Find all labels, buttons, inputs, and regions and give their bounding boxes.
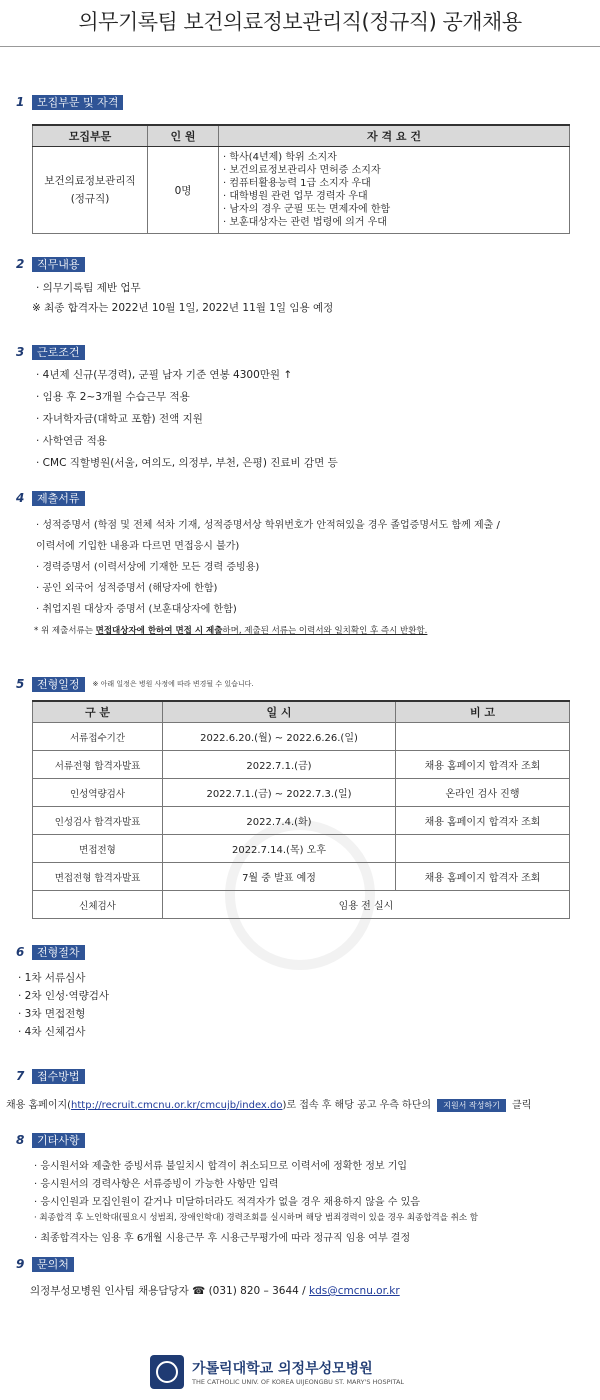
field-type: (정규직) — [70, 193, 110, 205]
contact-email-link[interactable]: kds@cmcnu.or.kr — [309, 1285, 400, 1297]
qualifications — [219, 147, 570, 234]
section-label: 전형절차 — [32, 945, 85, 960]
section-label: 전형일정 — [32, 677, 85, 692]
condition-item: · CMC 직할병원(서울, 여의도, 의정부, 부천, 은평) 진료비 감면 등 — [36, 457, 338, 469]
hospital-footer — [150, 1352, 450, 1392]
qualification-item: · 보건의료정보관리사 면허증 소지자 — [223, 165, 381, 176]
schedule-stage: 면접전형 합격자발표 — [33, 863, 163, 891]
schedule-stage: 신체검사 — [33, 891, 163, 919]
schedule-note — [396, 723, 570, 751]
table-header: 모집부문 — [33, 125, 148, 147]
qualification-item: · 남자의 경우 군필 또는 면제자에 한함 — [223, 204, 391, 215]
schedule-note: 온라인 검사 진행 — [396, 779, 570, 807]
section-number: 9 — [16, 1257, 25, 1271]
apply-text: 클릭 — [508, 1100, 532, 1111]
schedule-note: 채용 홈페이지 합격자 조회 — [396, 807, 570, 835]
table-header: 비 고 — [396, 701, 570, 723]
section-procedure-header — [16, 944, 85, 960]
table-header: 인 원 — [148, 125, 219, 147]
recruit-table — [32, 124, 570, 234]
note-bold-text: 면접대상자에 한하여 면접 시 제출 — [95, 626, 223, 636]
schedule-note: ※ 아래 일정은 병원 사정에 따라 변경될 수 있습니다. — [92, 680, 254, 688]
schedule-date: 2022.7.4.(화) — [163, 807, 396, 835]
section-schedule-header — [16, 676, 254, 692]
table-row — [33, 863, 570, 891]
section-recruit-header — [16, 94, 123, 110]
page-title: 의무기록팀 보건의료정보관리직(정규직) 공개채용 — [0, 0, 600, 47]
schedule-note — [396, 835, 570, 863]
misc-item: · 최종합격자는 임용 후 6개월 시용근무 후 시용근무평가에 따라 정규직 임용 여부 결정 — [34, 1233, 411, 1244]
schedule-date: 2022.6.20.(월) ~ 2022.6.26.(일) — [163, 723, 396, 751]
section-misc-header — [16, 1132, 85, 1148]
schedule-date: 7월 중 발표 예정 — [163, 863, 396, 891]
misc-item: · 응시원서의 경력사항은 서류증빙이 가능한 사항만 입력 — [34, 1179, 279, 1190]
schedule-stage: 면접전형 — [33, 835, 163, 863]
schedule-stage: 인성역량검사 — [33, 779, 163, 807]
apply-instructions — [6, 1096, 531, 1112]
schedule-note: 채용 홈페이지 합격자 조회 — [396, 863, 570, 891]
schedule-stage: 서류전형 합격자발표 — [33, 751, 163, 779]
apply-text: 채용 홈페이지( — [6, 1100, 72, 1111]
section-label: 모집부문 및 자격 — [32, 95, 123, 110]
section-label: 근로조건 — [32, 345, 85, 360]
document-item: · 경력증명서 (이력서상에 기재한 모든 경력 증빙용) — [36, 562, 260, 573]
section-documents-header — [16, 490, 85, 506]
section-duties-header — [16, 256, 85, 272]
section-number: 4 — [16, 491, 25, 505]
section-number: 5 — [16, 677, 25, 691]
section-label: 직무내용 — [32, 257, 85, 272]
misc-item: · 응시인원과 모집인원이 같거나 미달하더라도 적격자가 없을 경우 채용하지 않을 수 있음 — [34, 1197, 420, 1208]
note-text: * 위 제출서류는 — [34, 626, 96, 636]
contact-text: 의정부성모병원 인사팀 채용담당자 ☎ (031) 820 – 3644 / — [30, 1285, 310, 1297]
recruit-field — [33, 147, 148, 234]
section-number: 3 — [16, 345, 25, 359]
qualification-item: · 대학병원 관련 업무 경력자 우대 — [223, 191, 368, 202]
procedure-step: · 2차 인성·역량검사 — [18, 990, 110, 1002]
hospital-name: 가톨릭대학교 의정부성모병원 — [192, 1361, 373, 1377]
misc-item: · 응시원서와 제출한 증빙서류 불일치시 합격이 취소되므로 이력서에 정확한 정보 기입 — [34, 1161, 408, 1172]
hospital-logo-icon — [150, 1355, 184, 1389]
table-header: 자 격 요 건 — [219, 125, 570, 147]
table-row — [33, 807, 570, 835]
section-contact-header — [16, 1256, 74, 1272]
schedule-stage: 인성검사 합격자발표 — [33, 807, 163, 835]
section-label: 제출서류 — [32, 491, 85, 506]
schedule-table — [32, 700, 570, 919]
document-item: · 공인 외국어 성적증명서 (해당자에 한함) — [36, 583, 218, 594]
note-text: 하며, 제출된 서류는 이력서와 일치확인 후 즉시 반환함. — [222, 626, 428, 636]
qualification-item: · 컴퓨터활용능력 1급 소지자 우대 — [223, 178, 371, 189]
recruit-site-link[interactable]: http://recruit.cmcnu.or.kr/cmcujb/index.do — [71, 1100, 283, 1111]
document-item: 이력서에 기입한 내용과 다르면 면접응시 불가) — [36, 541, 240, 552]
qualification-item: · 학사(4년제) 학위 소지자 — [223, 152, 337, 163]
recruit-count: 0명 — [148, 147, 219, 234]
procedure-step: · 1차 서류심사 — [18, 972, 86, 984]
section-number: 8 — [16, 1133, 25, 1147]
section-number: 1 — [16, 95, 25, 109]
table-header: 구 분 — [33, 701, 163, 723]
schedule-stage: 서류접수기간 — [33, 723, 163, 751]
condition-item: · 4년제 신규(무경력), 군필 남자 기준 연봉 4300만원 ↑ — [36, 369, 293, 381]
duty-line: · 의무기록팀 제반 업무 — [36, 282, 141, 294]
schedule-date: 임용 전 실시 — [163, 891, 570, 919]
hospital-english-name: THE CATHOLIC UNIV. OF KOREA UIJEONGBU ST. MARY'S HOSPITAL — [192, 1378, 405, 1386]
section-number: 2 — [16, 257, 25, 271]
write-application-button[interactable]: 지원서 작성하기 — [437, 1099, 506, 1112]
procedure-step: · 4차 신체검사 — [18, 1026, 86, 1038]
procedure-step: · 3차 면접전형 — [18, 1008, 86, 1020]
table-row — [33, 779, 570, 807]
section-label: 문의처 — [32, 1257, 74, 1272]
section-label: 접수방법 — [32, 1069, 85, 1084]
section-number: 7 — [16, 1069, 25, 1083]
condition-item: · 임용 후 2~3개월 수습근무 적용 — [36, 391, 190, 403]
schedule-date: 2022.7.1.(금) — [163, 751, 396, 779]
duty-note: ※ 최종 합격자는 2022년 10월 1일, 2022년 11월 1일 임용 예정 — [32, 302, 334, 314]
document-item: · 성적증명서 (학점 및 전체 석차 기재, 성적증명서상 학위번호가 안적혀있을 경우 졸업증명서도 함께 제출 / — [36, 520, 500, 531]
schedule-note: 채용 홈페이지 합격자 조회 — [396, 751, 570, 779]
misc-item: · 최종합격 후 노인학대(필요시 성범죄, 장애인학대) 경력조회를 실시하며 해당 범죄경력이 있을 경우 최종합격을 취소 함 — [34, 1213, 478, 1223]
contact-info — [30, 1283, 400, 1298]
document-item: · 취업지원 대상자 증명서 (보훈대상자에 한함) — [36, 604, 237, 615]
schedule-date: 2022.7.1.(금) ~ 2022.7.3.(일) — [163, 779, 396, 807]
table-row — [33, 835, 570, 863]
condition-item: · 사학연금 적용 — [36, 435, 107, 447]
documents-note — [34, 624, 427, 636]
section-number: 6 — [16, 945, 25, 959]
field-name: 보건의료정보관리직 — [44, 175, 136, 187]
apply-text: )로 접속 후 해당 공고 우측 하단의 — [282, 1100, 435, 1111]
section-apply-header — [16, 1068, 85, 1084]
table-row — [33, 723, 570, 751]
condition-item: · 자녀학자금(대학교 포함) 전액 지원 — [36, 413, 203, 425]
section-conditions-header — [16, 344, 85, 360]
schedule-date: 2022.7.14.(목) 오후 — [163, 835, 396, 863]
qualification-item: · 보훈대상자는 관련 법령에 의거 우대 — [223, 217, 387, 228]
table-row — [33, 891, 570, 919]
section-label: 기타사항 — [32, 1133, 85, 1148]
table-header: 일 시 — [163, 701, 396, 723]
table-row — [33, 751, 570, 779]
